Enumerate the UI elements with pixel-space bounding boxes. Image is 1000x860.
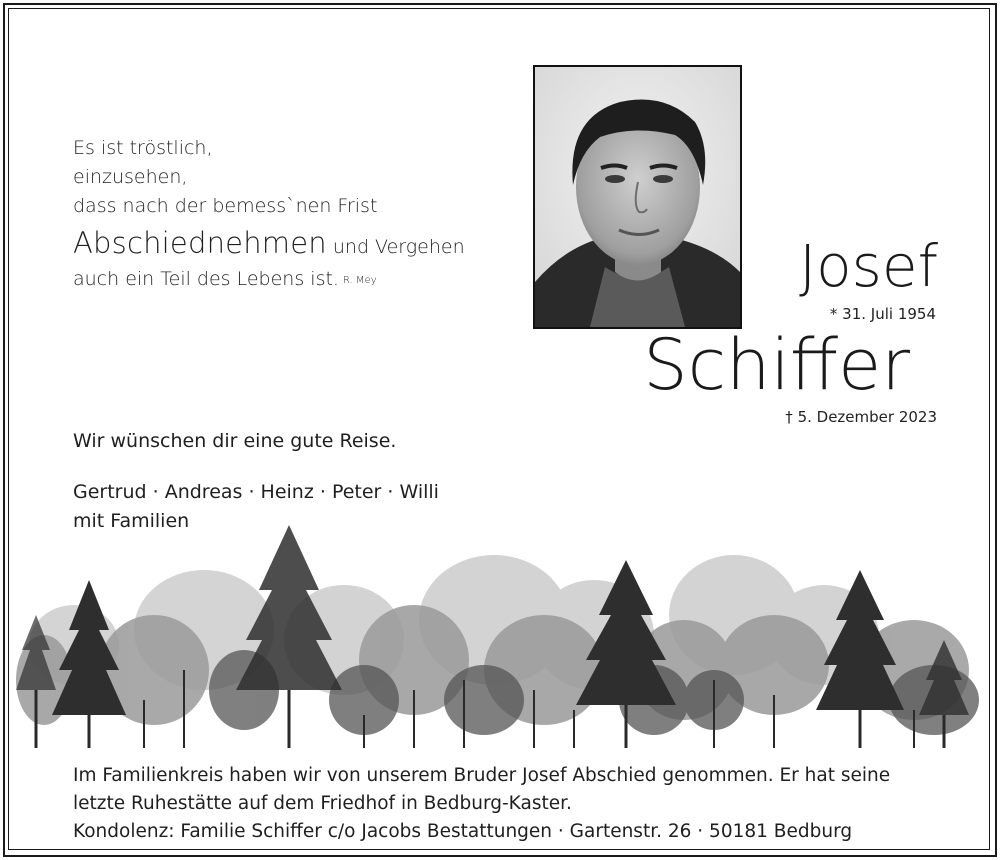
death-date: † 5. Dezember 2023 — [785, 408, 937, 426]
portrait-photo — [533, 65, 742, 329]
portrait-illustration — [535, 67, 740, 327]
poem-line-4-rest: und Vergehen — [332, 236, 465, 258]
farewell-wish: Wir wünschen dir eine gute Reise. — [73, 430, 397, 452]
poem-highlight-word: Abschiednehmen — [73, 226, 327, 260]
poem-author: R. Mey — [342, 275, 377, 286]
poem-line-3: dass nach der bemess`nen Frist — [73, 195, 378, 217]
poem-line-1: Es ist tröstlich, — [73, 137, 213, 159]
notice-line-1: Im Familienkreis haben wir von unserem Bruder Josef Abschied genommen. Er hat seine — [73, 765, 891, 786]
birth-date: * 31. Juli 1954 — [829, 305, 936, 323]
notice-line-2: letzte Ruhestätte auf dem Friedhof in Bedburg-Kaster. — [73, 793, 572, 814]
poem-quote — [73, 134, 513, 295]
last-name: Schiffer — [643, 324, 910, 406]
funeral-notice — [73, 762, 953, 846]
poem-line-4 — [73, 221, 513, 265]
poem-line-5-text: auch ein Teil des Lebens ist. — [73, 268, 339, 290]
condolence-address: Kondolenz: Familie Schiffer c/o Jacobs Bestattungen · Gartenstr. 26 · 50181 Bedburg — [73, 821, 853, 842]
poem-line-5 — [73, 265, 513, 295]
first-name: Josef — [799, 232, 938, 300]
forest-illustration — [14, 520, 986, 752]
poem-line-2: einzusehen, — [73, 166, 188, 188]
mourner-names: Gertrud · Andreas · Heinz · Peter · Willi — [73, 481, 439, 503]
